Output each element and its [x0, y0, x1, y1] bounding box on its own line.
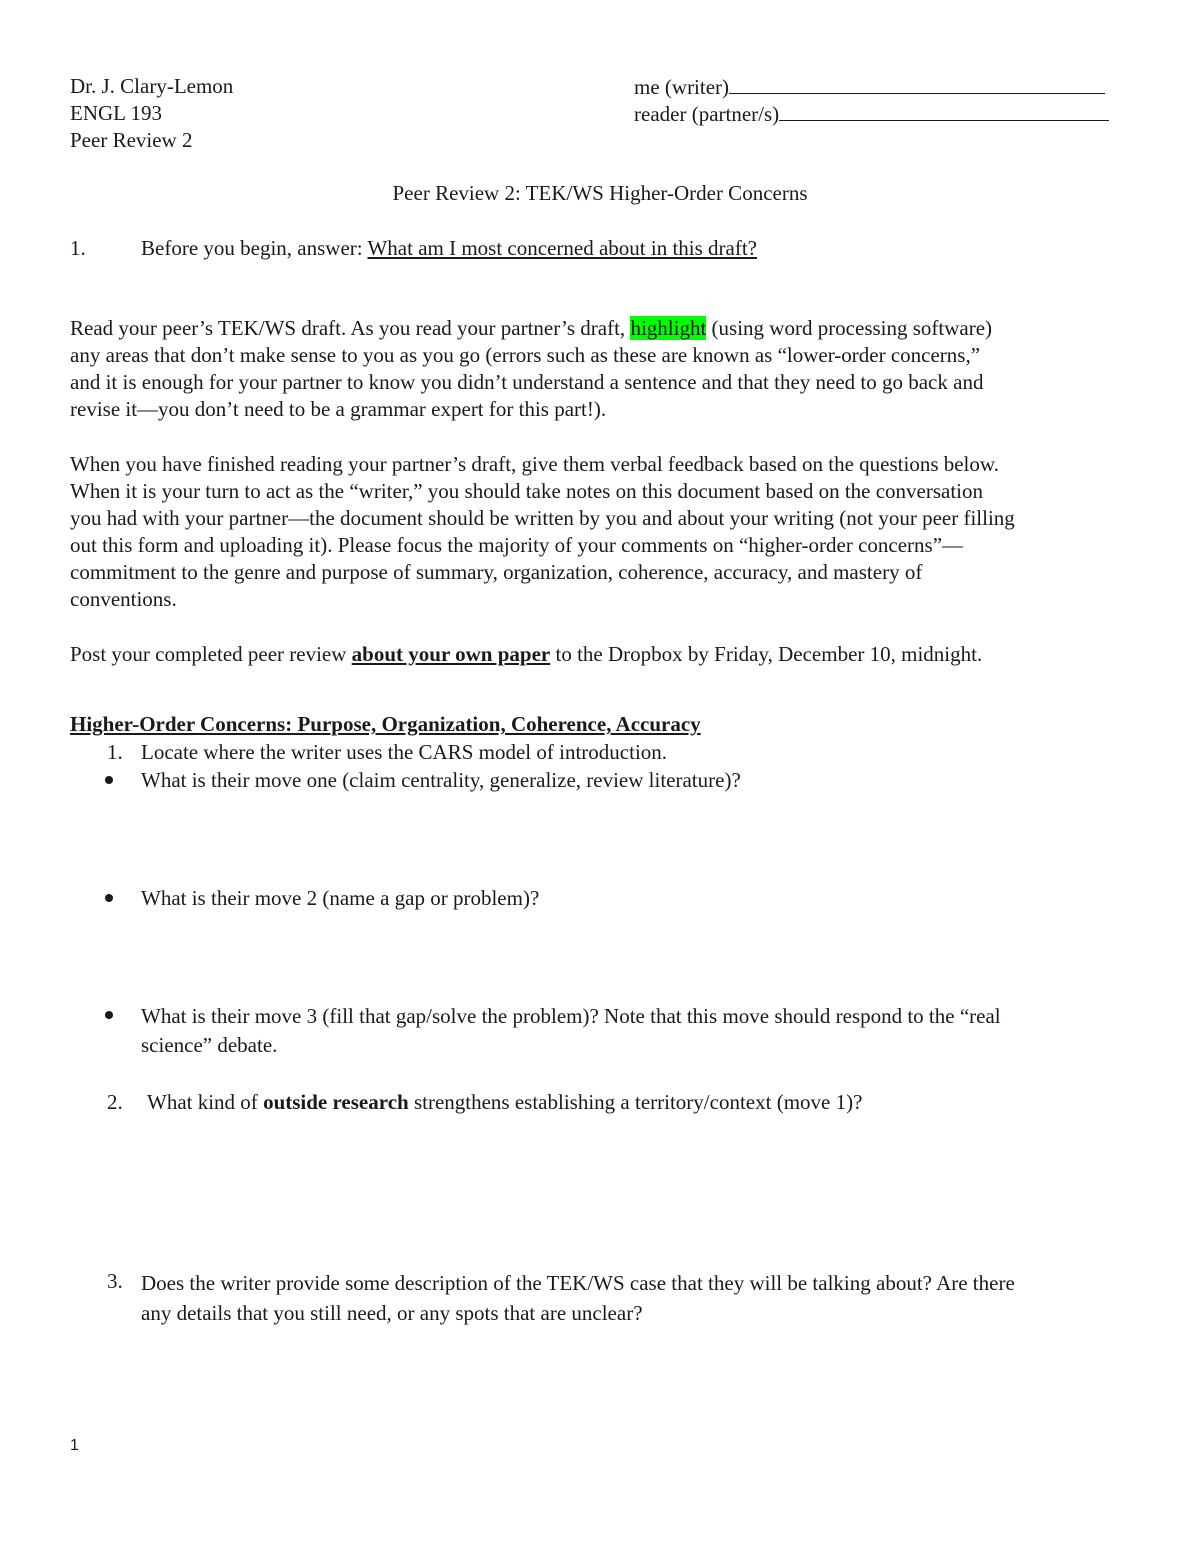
para2-line1: When you have finished reading your partner’s draft, give them verbal feedback based on the questions below.: [70, 452, 999, 476]
para2-line5: commitment to the genre and purpose of summary, organization, coherence, accuracy, and mastery of: [70, 560, 923, 584]
section-heading-text: Higher-Order Concerns: Purpose, Organization, Coherence, Accuracy: [70, 712, 701, 736]
para1-line3: and it is enough for your partner to know you didn’t understand a sentence and that they need to go back and: [70, 370, 984, 394]
bullet-icon: [105, 1011, 113, 1019]
para3-after: to the Dropbox by Friday, December 10, midnight.: [550, 642, 983, 666]
item2-text: [147, 1089, 862, 1116]
para1-line1: [70, 315, 1140, 342]
para2-line3: you had with your partner—the document should be written by you and about your writing (not your peer filling: [70, 506, 1015, 530]
bullet-icon: [105, 894, 113, 902]
reader-blank-line[interactable]: [779, 100, 1109, 121]
para3-emphasis: about your own paper: [351, 642, 551, 666]
submission-instructions: [70, 641, 1140, 668]
q1-number: 1.: [70, 236, 86, 260]
bullet3-line1: What is their move 3 (fill that gap/solve the problem)? Note that this move should respond to the “real: [141, 1004, 1001, 1028]
instructor-name: Dr. J. Clary-Lemon: [70, 74, 234, 98]
instructions-paragraph-2: [70, 451, 1140, 613]
reader-label: reader (partner/s): [634, 102, 780, 126]
course-code: ENGL 193: [70, 101, 162, 125]
writer-field[interactable]: [634, 73, 1105, 101]
item2-after: strengthens establishing a territory/context (move 1)?: [408, 1090, 863, 1114]
section-heading: [70, 711, 701, 738]
page-number: 1: [70, 1437, 79, 1454]
item3-line2: any details that you still need, or any spots that are unclear?: [141, 1301, 643, 1325]
para2-line6: conventions.: [70, 587, 177, 611]
item3-text: [141, 1268, 1015, 1328]
item2-number: 2.: [107, 1090, 123, 1114]
instructions-paragraph-1: [70, 315, 1140, 423]
highlight-word: highlight: [630, 316, 707, 340]
para1-line4: revise it—you don’t need to be a grammar expert for this part!).: [70, 397, 607, 421]
reader-field[interactable]: [634, 100, 1109, 128]
item2-before: What kind of: [147, 1090, 264, 1114]
writer-blank-line[interactable]: [729, 73, 1105, 94]
document-title: Peer Review 2: TEK/WS Higher-Order Concerns: [392, 181, 808, 205]
item1-number: 1.: [107, 740, 123, 764]
writer-label: me (writer): [634, 75, 730, 99]
item2-bold: outside research: [263, 1090, 409, 1114]
bullet-move-one: What is their move one (claim centrality, generalize, review literature)?: [141, 768, 741, 792]
para3-before: Post your completed peer review: [70, 642, 352, 666]
q1-prefix: Before you begin, answer:: [141, 236, 368, 260]
bullet-move-two: What is their move 2 (name a gap or problem)?: [141, 886, 540, 910]
para1-line2: any areas that don’t make sense to you as you go (errors such as these are known as “lower-order concerns,”: [70, 343, 981, 367]
para1-text-before: Read your peer’s TEK/WS draft. As you read your partner’s draft,: [70, 316, 631, 340]
para2-line2: When it is your turn to act as the “writer,” you should take notes on this document based on the conversation: [70, 479, 984, 503]
item3-line1: Does the writer provide some description of the TEK/WS case that they will be talking about? Are there: [141, 1271, 1015, 1295]
q1-question: What am I most concerned about in this draft?: [367, 236, 758, 260]
para2-line4: out this form and uploading it). Please focus the majority of your comments on “higher-order concerns”—: [70, 533, 964, 557]
item3-number: 3.: [107, 1269, 123, 1293]
assignment-name: Peer Review 2: [70, 128, 193, 152]
q1-line: [141, 235, 757, 262]
bullet3-line2: science” debate.: [141, 1033, 278, 1057]
para1-text-after: (using word processing software): [706, 316, 993, 340]
bullet-move-three: [141, 1002, 1001, 1060]
bullet-icon: [105, 776, 113, 784]
item1-text: Locate where the writer uses the CARS model of introduction.: [141, 740, 668, 764]
